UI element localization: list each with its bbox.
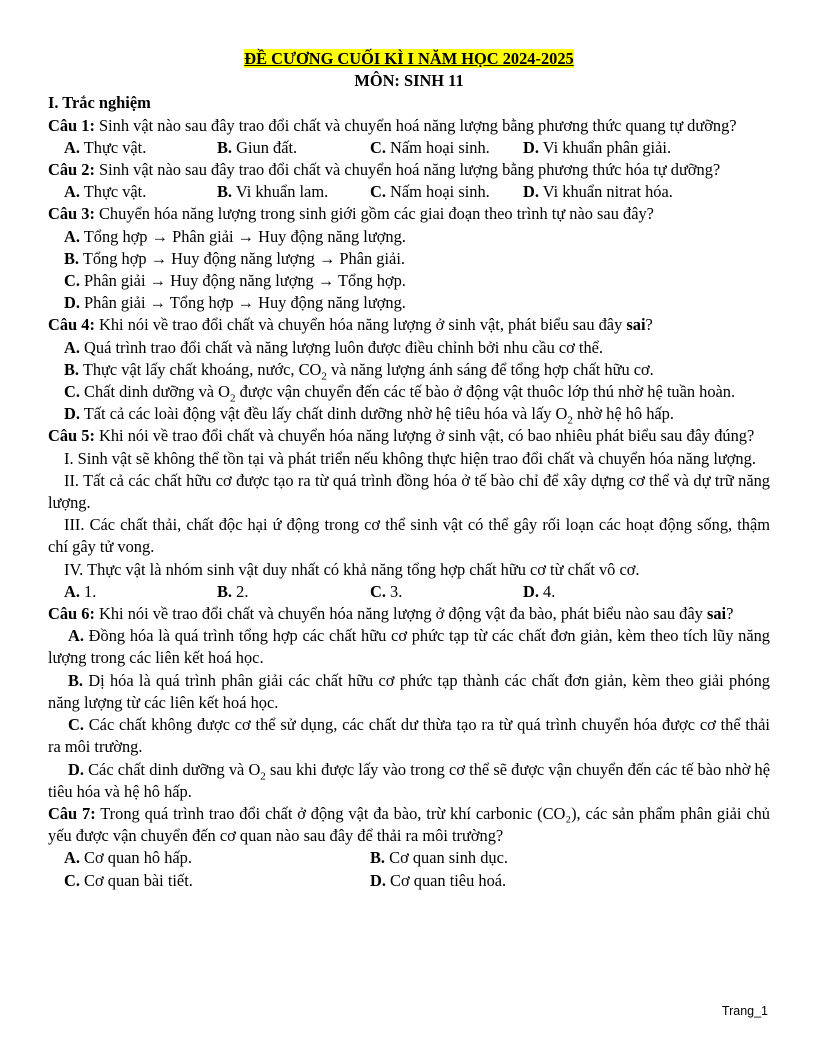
option-a[interactable]: A. Thực vật. [64,137,147,157]
option-c[interactable]: C. Nấm hoại sinh. [370,182,490,202]
option-d[interactable]: D. 4. [523,581,556,601]
question-7-options-row-1 [48,847,770,869]
option-b[interactable]: B. 2. [217,581,249,601]
option-c[interactable]: C. 3. [370,581,403,601]
option-c[interactable]: C. Cơ quan bài tiết. [64,870,193,890]
question-1: Câu 1: Sinh vật nào sau đây trao đổi chất và chuyển hoá năng lượng bằng phương thức quang tự dưỡng? [48,115,737,135]
option-a[interactable]: A. Cơ quan hô hấp. [64,848,192,868]
option-d[interactable]: D. Cơ quan tiêu hoá. [370,870,507,890]
exam-page [48,48,770,892]
section-heading: I. Trắc nghiệm [48,93,151,113]
option-a[interactable]: A. 1. [64,581,97,601]
option-c[interactable]: C. Các chất không được cơ thể sử dụng, các chất dư thừa tạo ra từ quá trình chuyển hóa được cơ thể thải ra môi trường. [48,715,770,757]
statement-4: IV. Thực vật là nhóm sinh vật duy nhất có khả năng tổng hợp chất hữu cơ từ chất vô cơ. [64,559,640,579]
option-b[interactable]: B. Vi khuẩn lam. [217,182,329,202]
question-3: Câu 3: Chuyển hóa năng lượng trong sinh giới gồm các giai đoạn theo trình tự nào sau đây? [48,204,654,224]
option-b[interactable]: B. Dị hóa là quá trình phân giải các chất hữu cơ phức tạp thành các chất đơn giản, kèm theo giải phóng năng lượng từ các liên kết hoá học. [48,670,770,712]
option-a[interactable]: A. Thực vật. [64,182,147,202]
option-c[interactable]: C. Nấm hoại sinh. [370,137,490,157]
question-1-options [48,137,770,159]
question-4: Câu 4: Khi nói về trao đổi chất và chuyển hóa năng lượng ở sinh vật, phát biểu sau đây sai? [48,315,653,335]
statement-3: III. Các chất thải, chất độc hại ứ động trong cơ thể sinh vật có thể gây rối loạn các hoạt động sống, thậm chí gây tử vong. [48,515,770,557]
option-b[interactable]: B. Giun đất. [217,137,298,157]
question-2-options [48,181,770,203]
question-2: Câu 2: Sinh vật nào sau đây trao đổi chất và chuyển hoá năng lượng bằng phương thức hóa tự dưỡng? [48,160,721,180]
option-a[interactable]: A. Quá trình trao đổi chất và năng lượng luôn được điều chỉnh bởi nhu cầu cơ thể. [64,337,604,357]
question-7: Câu 7: Trong quá trình trao đổi chất ở động vật đa bào, trừ khí carbonic (CO₂), các sản phẩm phân giải chủ yếu được vận chuyển đến cơ quan nào sau đây để thải ra môi trường? [48,803,770,846]
question-5-options [48,581,770,603]
option-a[interactable]: A. Đồng hóa là quá trình tổng hợp các chất hữu cơ phức tạp từ các chất đơn giản, kèm theo tích lũy năng lượng trong các liên kết hoá học. [48,626,770,668]
option-d[interactable]: D. Các chất dinh dưỡng và $O_2$ sau khi được lấy vào trong cơ thể sẽ được vận chuyển đến các tế bào nhờ hệ tiêu hóa và hệ hô hấp. [48,759,770,801]
option-c[interactable]: C. Phân giải → Huy động năng lượng → Tổng hợp. [64,271,406,291]
statement-1: I. Sinh vật sẽ không thể tồn tại và phát triển nếu không thực hiện trao đổi chất và chuyển hóa năng lượng. [64,448,756,468]
page-number: Trang_1 [721,1004,768,1018]
option-d[interactable]: D. Tất cả các loài động vật đều lấy chất dinh dưỡng nhờ hệ tiêu hóa và lấy $O_2$ nhờ hệ hô hấp. [64,404,674,427]
option-b[interactable]: B. Cơ quan sinh dục. [370,848,508,868]
document-title: ĐỀ CƯƠNG CUỐI KÌ I NĂM HỌC 2024-2025 [244,49,574,68]
option-d[interactable]: D. Vi khuẩn phân giải. [523,137,672,157]
option-b[interactable]: B. Thực vật lấy chất khoáng, nước, $CO_2$ và năng lượng ánh sáng để tổng hợp chất hữu cơ. [64,359,654,383]
option-d[interactable]: D. Vi khuẩn nitrat hóa. [523,182,673,202]
question-6: Câu 6: Khi nói về trao đổi chất và chuyển hóa năng lượng ở động vật đa bào, phát biểu nào sau đây sai? [48,604,734,624]
statement-2: II. Tất cả các chất hữu cơ được tạo ra từ quá trình đồng hóa ở tế bào chỉ để xây dựng cơ thể và dự trữ năng lượng. [48,470,770,513]
question-7-options-row-2 [48,870,770,892]
option-d[interactable]: D. Phân giải → Tổng hợp → Huy động năng lượng. [64,293,406,313]
option-a[interactable]: A. Tổng hợp → Phân giải → Huy động năng lượng. [64,226,406,246]
option-c[interactable]: C. Chất dinh dưỡng và $O_2$ được vận chuyển đến các tế bào ở động vật thuôc lớp thú nhờ hệ tuần hoàn. [64,382,736,405]
question-5: Câu 5: Khi nói về trao đổi chất và chuyển hóa năng lượng ở sinh vật, có bao nhiêu phát biểu sau đây đúng? [48,426,755,446]
subject-title: MÔN: SINH 11 [354,71,464,91]
option-b[interactable]: B. Tổng hợp → Huy động năng lượng → Phân giải. [64,248,405,268]
